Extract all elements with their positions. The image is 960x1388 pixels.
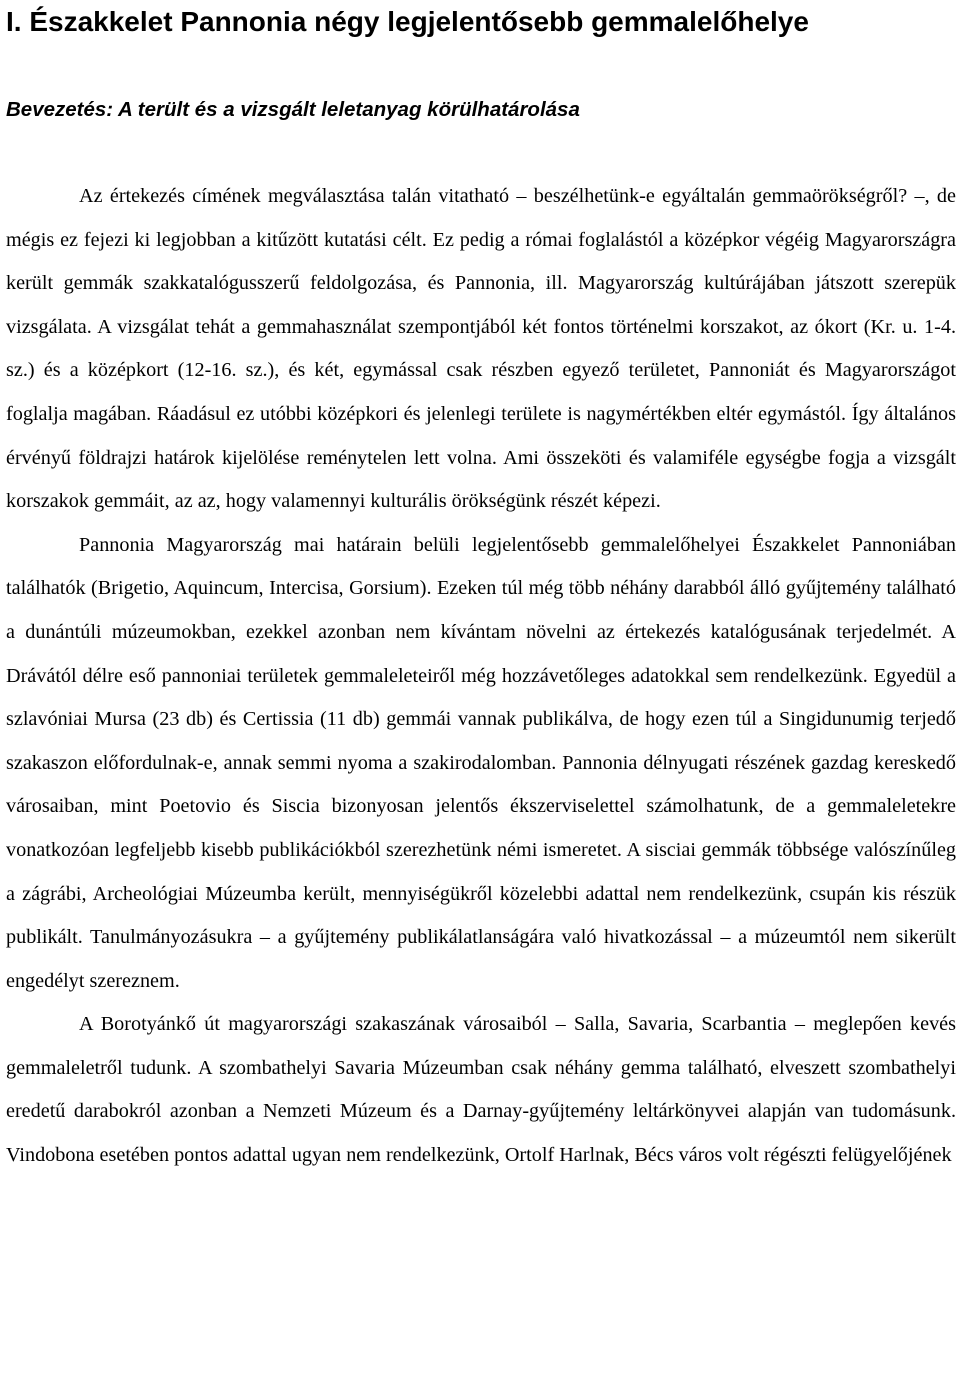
body-text bbox=[6, 175, 956, 1178]
chapter-title: I. Északkelet Pannonia négy legjelentősebb gemmalelőhelye bbox=[6, 6, 809, 37]
document-page bbox=[6, 0, 956, 1167]
paragraph-3: A Borotyánkő út magyarországi szakaszának városaiból – Salla, Savaria, Scarbantia – meglepően kevés gemmaleletről tudunk. A szombathelyi Savaria Múzeumban csak néhány gemma található, elveszett szombathelyi eredetű darabokról azonban a Nemzeti Múzeum és a Darnay-gyűjtemény leltárkönyvei alapján van tudomásunk. Vindobona esetében pontos adattal ugyan nem rendelkezünk, Ortolf Harlnak, Bécs város volt régészti felügyelőjének bbox=[6, 1013, 956, 1167]
paragraph-1: Az értekezés címének megválasztása talán vitatható – beszélhetünk-e egyáltalán gemmaörökségről? –, de mégis ez fejezi ki legjobban a kitűzött kutatási célt. Ez pedig a római foglalástól a középkor végéig Magyarországra került gemmák szakkatalógusszerű feldolgozása, és Pannonia, ill. Magyarország kultúrájában játszott szerepük vizsgálata. A vizsgálat tehát a gemmahasználat szempontjából két fontos történelmi korszakot, az ókort (Kr. u. 1-4. sz.) és a középkort (12-16. sz.), és két, egymással csak részben egyező területet, Pannoniát és Magyarországot foglalja magában. Ráadásul ez utóbbi középkori és jelenlegi területe is nagymértékben eltér egymástól. Így általános érvényű földrajzi határok kijelölése reménytelen lett volna. Ami összeköti és valamiféle egységbe fogja a vizsgált korszakok gemmáit, az az, hogy valamennyi kulturális örökségünk részét képezi. bbox=[6, 185, 956, 513]
paragraph-2: Pannonia Magyarország mai határain belüli legjelentősebb gemmalelőhelyei Északkelet Pannoniában találhatók (Brigetio, Aquincum, Intercisa, Gorsium). Ezeken túl még több néhány darabból álló gyűjtemény található a dunántúli múzeumokban, ezekkel azonban nem kívántam növelni az értekezés katalógusának terjedelmét. A Drávától délre eső pannoniai területek gemmaleleteiről még hozzávetőleges adatokkal sem rendelkezünk. Egyedül a szlavóniai Mursa (23 db) és Certissia (11 db) gemmái vannak publikálva, de hogy ezen túl a Singidunumig terjedő szakaszon előfordulnak-e, annak semmi nyoma a szakirodalomban. Pannonia délnyugati részének gazdag kereskedő városaiban, mint Poetovio és Siscia bizonyosan jelentős ékszerviselettel számolhatunk, de a gemmaleletekre vonatkozóan legfeljebb kisebb publikációkból szerezhetünk némi ismeretet. A sisciai gemmák többsége valószínűleg a zágrábi, Archeológiai Múzeumba került, mennyiségükről közelebbi adattal nem rendelkezünk, csupán kis részük publikált. Tanulmányozásukra – a gyűjtemény publikálatlanságára való hivatkozással – a múzeumtól nem sikerült engedélyt szereznem. bbox=[6, 533, 956, 992]
section-heading: Bevezetés: A terült és a vizsgált leletanyag körülhatárolása bbox=[6, 98, 580, 121]
